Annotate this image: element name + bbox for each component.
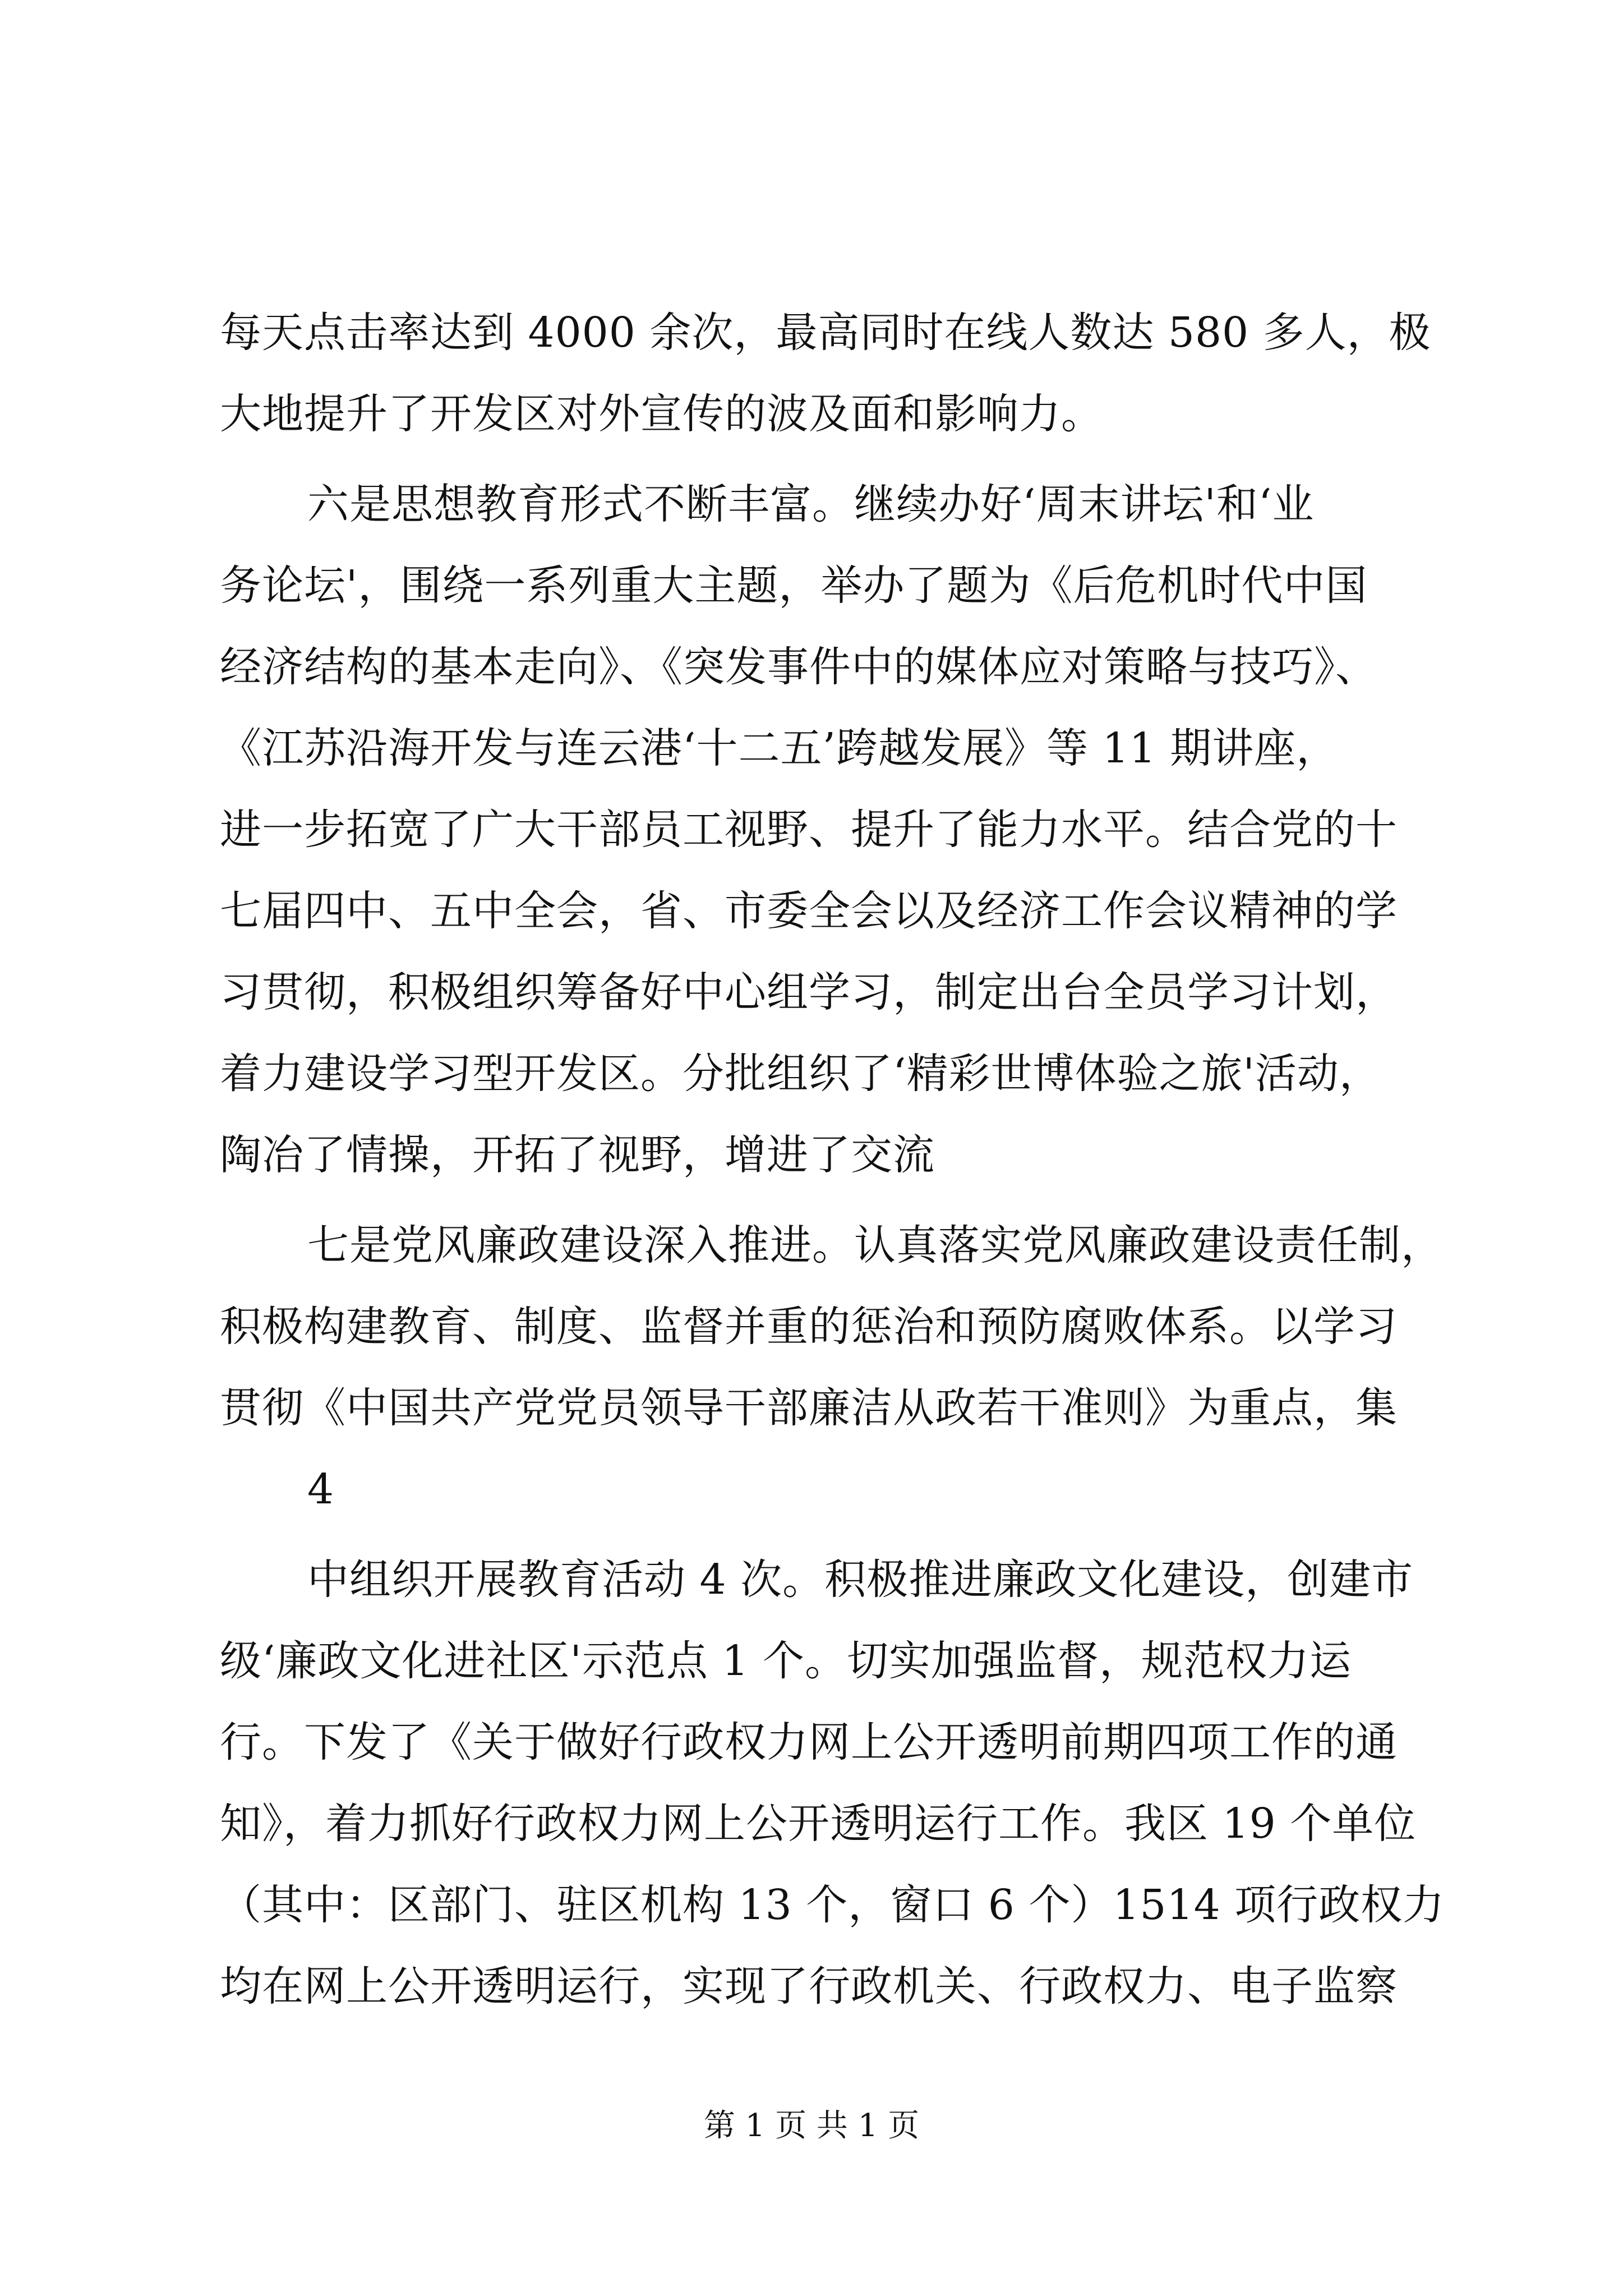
- text-line: 大地提升了开发区对外宣传的波及面和影响力。: [220, 390, 1103, 438]
- text-line: 进一步拓宽了广大干部员工视野、提升了能力水平。结合党的十: [220, 806, 1398, 854]
- text-line: 经济结构的基本走向》、《突发事件中的媒体应对策略与技巧》、: [220, 643, 1377, 691]
- inline-page-number: 4: [307, 1465, 335, 1513]
- paragraph-start-line: 六是思想教育形式不断丰富。继续办好‘周末讲坛'和‘业: [307, 480, 1315, 528]
- text-line: 着力建设学习型开发区。分批组织了‘精彩世博体验之旅'活动，: [220, 1050, 1381, 1098]
- text-line: 七届四中、五中全会，省、市委全会以及经济工作会议精神的学: [220, 887, 1398, 935]
- paragraph-start-line: 中组织开展教育活动 4 次。积极推进廉政文化建设，创建市: [307, 1556, 1414, 1604]
- text-line: 习贯彻，积极组织筹备好中心组学习，制定出台全员学习计划，: [220, 968, 1398, 1016]
- text-line: 陶冶了情操，开拓了视野，增进了交流: [220, 1131, 935, 1179]
- text-line: 均在网上公开透明运行，实现了行政机关、行政权力、电子监察: [220, 1962, 1398, 2010]
- text-line: 行。下发了《关于做好行政权力网上公开透明前期四项工作的通: [220, 1718, 1398, 1766]
- text-line: 级‘廉政文化进社区'示范点 1 个。切实加强监督，规范权力运: [220, 1637, 1352, 1685]
- paragraph-start-line: 七是党风廉政建设深入推进。认真落实党风廉政建设责任制，: [307, 1221, 1443, 1269]
- text-line: 《江苏沿海开发与连云港‘十二五’跨越发展》等 11 期讲座，: [220, 724, 1339, 772]
- text-line: 务论坛'，围绕一系列重大主题，举办了题为《后危机时代中国: [220, 562, 1368, 610]
- text-line: 每天点击率达到 4000 余次，最高同时在线人数达 580 多人，极: [220, 309, 1431, 357]
- text-line: （其中：区部门、驻区机构 13 个，窗口 6 个）1514 项行政权力: [220, 1881, 1445, 1929]
- page-footer: 第 1 页 共 1 页: [703, 2108, 920, 2144]
- text-line: 积极构建教育、制度、监督并重的惩治和预防腐败体系。以学习: [220, 1303, 1398, 1351]
- text-line: 知》，着力抓好行政权力网上公开透明运行工作。我区 19 个单位: [220, 1800, 1417, 1848]
- text-line: 贯彻《中国共产党党员领导干部廉洁从政若干准则》为重点，集: [220, 1384, 1398, 1432]
